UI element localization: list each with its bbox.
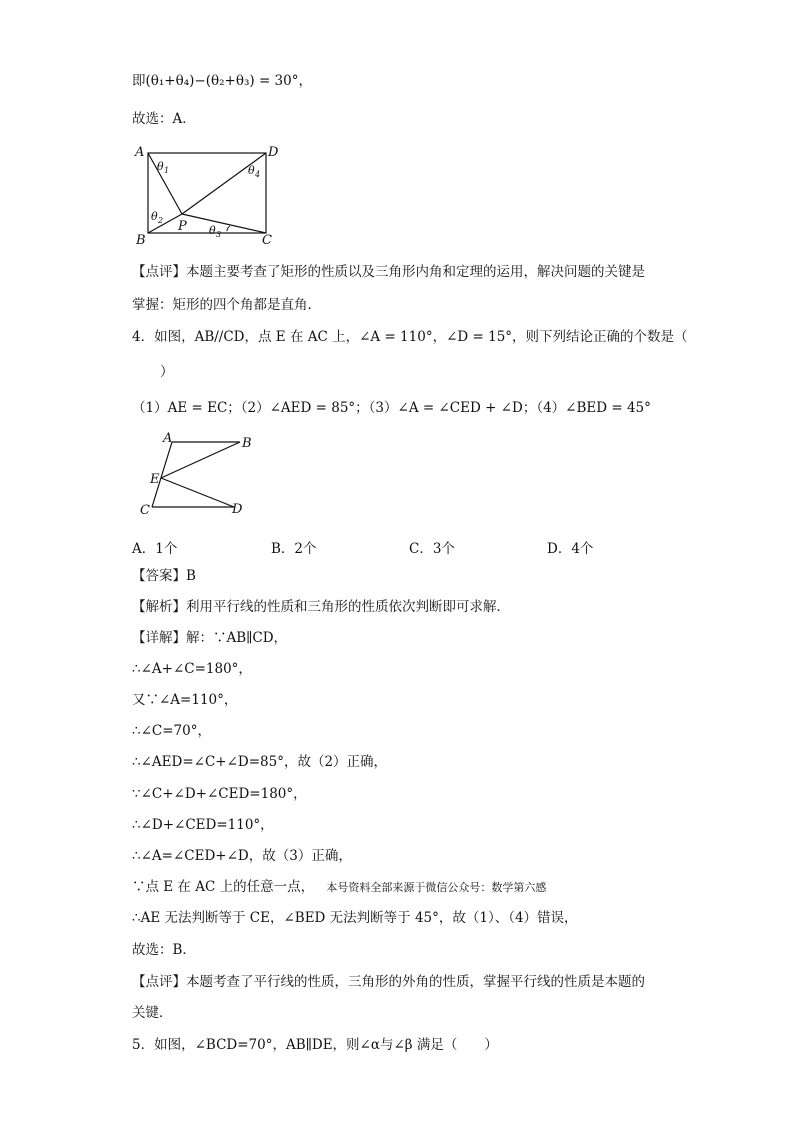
theta3-sub: 3 (216, 230, 222, 239)
theta1-label: θ (157, 160, 164, 173)
comment-line-3: 【点评】本题考查了平行线的性质，三角形的外角的性质，掌握平行线的性质是本题的 (132, 974, 645, 990)
answer-line-1: 故选：A． (132, 111, 196, 127)
vertex-label-c: C (262, 233, 272, 248)
analysis-line: 【解析】利用平行线的性质和三角形的性质依次判断即可求解． (132, 599, 510, 615)
answer-label: 【答案】B (132, 568, 196, 584)
question-5-stem: 5．如图，∠BCD=70°，AB∥DE，则∠α与∠β 满足（ ） (132, 1037, 498, 1053)
theta4-label: θ (248, 164, 255, 177)
vertex-label-b: B (136, 233, 146, 248)
parallel-lines-figure (136, 428, 266, 518)
fig2-label-a: A (163, 431, 173, 446)
fig2-label-d: D (232, 502, 243, 517)
option-b: B．2个 (271, 541, 317, 557)
option-a: A．1个 (132, 541, 178, 557)
theta4-sub: 4 (255, 170, 261, 179)
question-4-statements: （1）AE = EC；（2）∠AED = 85°；（3）∠A = ∠CED + ∠D；（4）∠BED = 45° (132, 400, 651, 416)
option-c: C．3个 (409, 541, 455, 557)
fig2-label-b: B (242, 436, 252, 451)
comment-line-1: 【点评】本题主要考查了矩形的性质以及三角形内角和定理的运用，解决问题的关键是 (132, 264, 645, 280)
rectangle-figure (132, 140, 302, 248)
theta1-sub: 1 (164, 166, 170, 175)
fig2-label-c: C (140, 503, 150, 518)
detail-line-3: 又∵∠A=110°， (132, 692, 238, 708)
detail-line-9-text: ∵点 E 在 AC 上的任意一点， (132, 879, 315, 895)
option-d: D．4个 (547, 541, 594, 557)
source-note: 本号资料全部来源于微信公众号：数学第六感 (326, 881, 547, 894)
question-4-stem: 4．如图，AB//CD，点 E 在 AC 上，∠A = 110°，∠D = 15°，则下列结论正确的个数是（ (132, 329, 688, 345)
detail-line-4: ∴∠C=70°， (132, 723, 211, 739)
equation-line: 即(θ₁+θ₄)−(θ₂+θ₃) = 30°， (132, 73, 312, 89)
answer-line-2: 故选：B． (132, 942, 196, 958)
theta3-label: θ (209, 224, 216, 237)
detail-line-9 (132, 878, 546, 897)
detail-line-7: ∴∠D+∠CED=110°， (132, 817, 274, 833)
question-4-stem-end: ） (160, 364, 174, 380)
detail-line-10: ∴AE 无法判断等于 CE，∠BED 无法判断等于 45°，故（1）、（4）错误， (132, 910, 578, 926)
fig2-label-e: E (150, 472, 160, 487)
detail-line-2: ∴∠A+∠C=180°， (132, 661, 252, 677)
vertex-label-a: A (135, 145, 145, 160)
detail-line-8: ∴∠A=∠CED+∠D，故（3）正确， (132, 848, 352, 864)
vertex-label-d: D (268, 145, 279, 160)
comment-line-2: 掌握：矩形的四个角都是直角． (132, 297, 321, 313)
comment-line-4: 关键． (132, 1005, 173, 1021)
theta2-label: θ (151, 210, 158, 223)
detail-line-6: ∵∠C+∠D+∠CED=180°， (132, 786, 307, 802)
theta2-sub: 2 (158, 216, 164, 225)
vertex-label-p: P (178, 219, 187, 234)
detail-line-5: ∴∠AED=∠C+∠D=85°，故（2）正确， (132, 754, 388, 770)
detail-line-1: 【详解】解：∵AB∥CD， (132, 630, 288, 646)
